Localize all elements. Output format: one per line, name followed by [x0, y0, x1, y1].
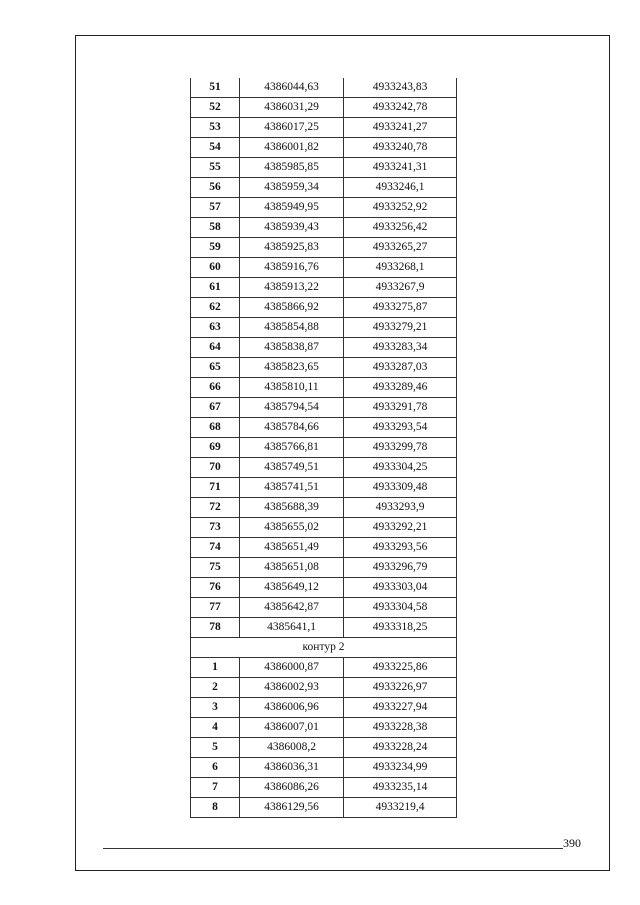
x-coordinate: 4385823,65 [240, 358, 344, 378]
x-coordinate: 4385854,88 [240, 318, 344, 338]
y-coordinate: 4933291,78 [344, 398, 457, 418]
table-row [191, 498, 457, 518]
point-number: 70 [191, 458, 240, 478]
table-row [191, 458, 457, 478]
point-number: 59 [191, 238, 240, 258]
point-number: 65 [191, 358, 240, 378]
x-coordinate: 4385741,51 [240, 478, 344, 498]
table-row [191, 298, 457, 318]
x-coordinate: 4385651,08 [240, 558, 344, 578]
point-number: 2 [191, 678, 240, 698]
table-row [191, 518, 457, 538]
y-coordinate: 4933309,48 [344, 478, 457, 498]
point-number: 54 [191, 138, 240, 158]
table-row [191, 718, 457, 738]
contour-2-rows [191, 658, 457, 818]
section-row [191, 638, 457, 658]
point-number: 55 [191, 158, 240, 178]
point-number: 75 [191, 558, 240, 578]
point-number: 6 [191, 758, 240, 778]
x-coordinate: 4386036,31 [240, 758, 344, 778]
table-row [191, 678, 457, 698]
table-row [191, 378, 457, 398]
y-coordinate: 4933293,54 [344, 418, 457, 438]
table-row [191, 78, 457, 98]
y-coordinate: 4933293,9 [344, 498, 457, 518]
point-number: 5 [191, 738, 240, 758]
table-row [191, 218, 457, 238]
y-coordinate: 4933299,78 [344, 438, 457, 458]
x-coordinate: 4385794,54 [240, 398, 344, 418]
contour-2-header [191, 638, 457, 658]
y-coordinate: 4933228,24 [344, 738, 457, 758]
point-number: 67 [191, 398, 240, 418]
table-row [191, 178, 457, 198]
x-coordinate: 4386000,87 [240, 658, 344, 678]
point-number: 66 [191, 378, 240, 398]
x-coordinate: 4385655,02 [240, 518, 344, 538]
point-number: 62 [191, 298, 240, 318]
point-number: 68 [191, 418, 240, 438]
y-coordinate: 4933318,25 [344, 618, 457, 638]
y-coordinate: 4933241,27 [344, 118, 457, 138]
table-row [191, 438, 457, 458]
y-coordinate: 4933304,25 [344, 458, 457, 478]
x-coordinate: 4385642,87 [240, 598, 344, 618]
table-row [191, 118, 457, 138]
y-coordinate: 4933275,87 [344, 298, 457, 318]
y-coordinate: 4933293,56 [344, 538, 457, 558]
y-coordinate: 4933265,27 [344, 238, 457, 258]
y-coordinate: 4933268,1 [344, 258, 457, 278]
y-coordinate: 4933241,31 [344, 158, 457, 178]
x-coordinate: 4385784,66 [240, 418, 344, 438]
table-row [191, 318, 457, 338]
x-coordinate: 4386044,63 [240, 78, 344, 98]
table-row [191, 558, 457, 578]
point-number: 73 [191, 518, 240, 538]
x-coordinate: 4385651,49 [240, 538, 344, 558]
x-coordinate: 4385749,51 [240, 458, 344, 478]
x-coordinate: 4386017,25 [240, 118, 344, 138]
table-row [191, 198, 457, 218]
point-number: 74 [191, 538, 240, 558]
x-coordinate: 4386031,29 [240, 98, 344, 118]
y-coordinate: 4933287,03 [344, 358, 457, 378]
x-coordinate: 4385913,22 [240, 278, 344, 298]
table-row [191, 738, 457, 758]
y-coordinate: 4933226,97 [344, 678, 457, 698]
point-number: 58 [191, 218, 240, 238]
point-number: 71 [191, 478, 240, 498]
table-row [191, 658, 457, 678]
table-row [191, 258, 457, 278]
table-row [191, 698, 457, 718]
table-row [191, 538, 457, 558]
table-row [191, 278, 457, 298]
table-row [191, 598, 457, 618]
table-row [191, 358, 457, 378]
section-label: контур 2 [191, 638, 457, 658]
y-coordinate: 4933267,9 [344, 278, 457, 298]
y-coordinate: 4933283,34 [344, 338, 457, 358]
point-number: 69 [191, 438, 240, 458]
point-number: 60 [191, 258, 240, 278]
y-coordinate: 4933234,99 [344, 758, 457, 778]
table-row [191, 138, 457, 158]
point-number: 7 [191, 778, 240, 798]
y-coordinate: 4933243,83 [344, 78, 457, 98]
x-coordinate: 4385641,1 [240, 618, 344, 638]
y-coordinate: 4933279,21 [344, 318, 457, 338]
x-coordinate: 4385949,95 [240, 198, 344, 218]
x-coordinate: 4385810,11 [240, 378, 344, 398]
point-number: 51 [191, 78, 240, 98]
y-coordinate: 4933225,86 [344, 658, 457, 678]
point-number: 3 [191, 698, 240, 718]
point-number: 72 [191, 498, 240, 518]
point-number: 52 [191, 98, 240, 118]
point-number: 56 [191, 178, 240, 198]
x-coordinate: 4386008,2 [240, 738, 344, 758]
point-number: 78 [191, 618, 240, 638]
table-row [191, 338, 457, 358]
x-coordinate: 4386129,56 [240, 798, 344, 818]
y-coordinate: 4933252,92 [344, 198, 457, 218]
x-coordinate: 4385649,12 [240, 578, 344, 598]
y-coordinate: 4933242,78 [344, 98, 457, 118]
y-coordinate: 4933296,79 [344, 558, 457, 578]
table-row [191, 578, 457, 598]
y-coordinate: 4933292,21 [344, 518, 457, 538]
point-number: 77 [191, 598, 240, 618]
y-coordinate: 4933219,4 [344, 798, 457, 818]
coordinates-table [190, 78, 457, 818]
footer-rule [103, 848, 563, 849]
y-coordinate: 4933256,42 [344, 218, 457, 238]
x-coordinate: 4386006,96 [240, 698, 344, 718]
table-row [191, 798, 457, 818]
table-row [191, 758, 457, 778]
contour-1-rows [191, 78, 457, 638]
x-coordinate: 4386001,82 [240, 138, 344, 158]
point-number: 8 [191, 798, 240, 818]
x-coordinate: 4385939,43 [240, 218, 344, 238]
point-number: 4 [191, 718, 240, 738]
table-row [191, 158, 457, 178]
table-row [191, 238, 457, 258]
table-row [191, 398, 457, 418]
x-coordinate: 4386007,01 [240, 718, 344, 738]
page-number: 390 [563, 836, 581, 850]
point-number: 63 [191, 318, 240, 338]
point-number: 64 [191, 338, 240, 358]
x-coordinate: 4385985,85 [240, 158, 344, 178]
x-coordinate: 4385925,83 [240, 238, 344, 258]
y-coordinate: 4933240,78 [344, 138, 457, 158]
table-row [191, 98, 457, 118]
y-coordinate: 4933235,14 [344, 778, 457, 798]
table-row [191, 478, 457, 498]
x-coordinate: 4385688,39 [240, 498, 344, 518]
y-coordinate: 4933227,94 [344, 698, 457, 718]
x-coordinate: 4385916,76 [240, 258, 344, 278]
table-row [191, 418, 457, 438]
point-number: 53 [191, 118, 240, 138]
table-row [191, 778, 457, 798]
point-number: 57 [191, 198, 240, 218]
y-coordinate: 4933304,58 [344, 598, 457, 618]
point-number: 61 [191, 278, 240, 298]
point-number: 1 [191, 658, 240, 678]
y-coordinate: 4933289,46 [344, 378, 457, 398]
x-coordinate: 4385838,87 [240, 338, 344, 358]
x-coordinate: 4385866,92 [240, 298, 344, 318]
x-coordinate: 4385959,34 [240, 178, 344, 198]
x-coordinate: 4386086,26 [240, 778, 344, 798]
table-row [191, 618, 457, 638]
y-coordinate: 4933246,1 [344, 178, 457, 198]
y-coordinate: 4933228,38 [344, 718, 457, 738]
x-coordinate: 4385766,81 [240, 438, 344, 458]
point-number: 76 [191, 578, 240, 598]
y-coordinate: 4933303,04 [344, 578, 457, 598]
x-coordinate: 4386002,93 [240, 678, 344, 698]
